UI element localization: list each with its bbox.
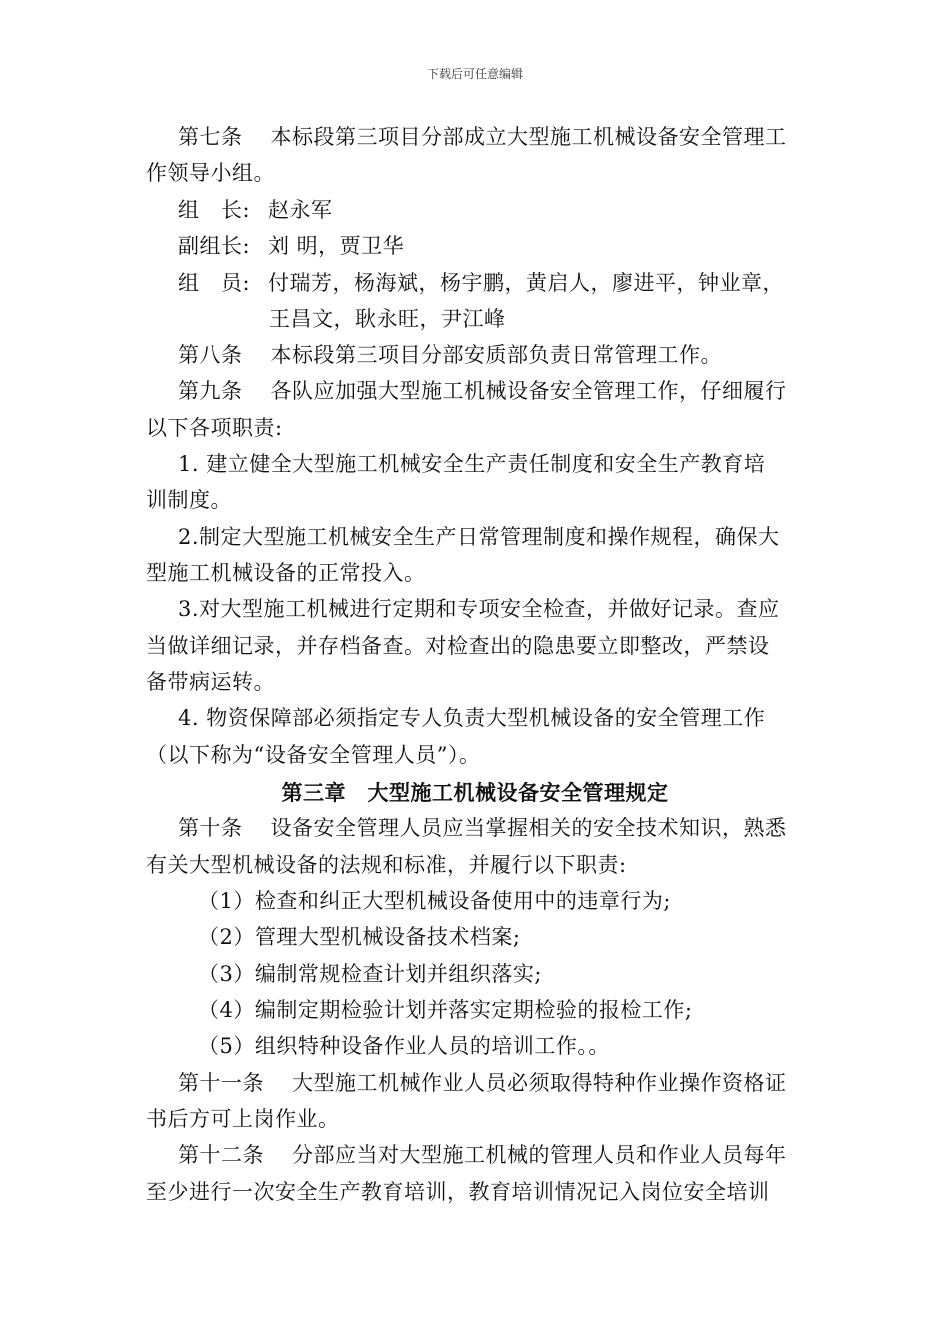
article-7-title: 第七条 — [178, 125, 243, 149]
page-header-note: 下载后可任意编辑 — [426, 67, 523, 81]
leader-label: 组 长: — [178, 198, 251, 222]
article-8-title: 第八条 — [178, 343, 243, 367]
article-9-line2: 以下各项职责: — [146, 416, 283, 440]
article-10-text: 设备安全管理人员应当掌握相关的安全技术知识，熟悉 — [270, 816, 787, 840]
article-9-item1-line1: 1. 建立健全大型施工机械安全生产责任制度和安全生产教育培 — [178, 452, 766, 476]
article-9-item1-line2: 训制度。 — [146, 488, 232, 512]
article-9-item3-line3: 备带病运转。 — [146, 670, 275, 694]
article-10-duty-2: （2）管理大型机械设备技术档案; — [198, 925, 521, 949]
article-9-line1 — [178, 381, 787, 402]
members-label: 组 员: — [178, 271, 251, 295]
article-9-item2-line1: 2.制定大型施工机械安全生产日常管理制度和操作规程，确保大 — [178, 525, 780, 549]
deputy-value: 刘 明，贾卫华 — [268, 234, 405, 258]
article-8-text: 本标段第三项目分部安质部负责日常管理工作。 — [270, 343, 722, 367]
article-12-title: 第十二条 — [178, 1143, 264, 1167]
article-10-duty-1: （1）检查和纠正大型机械设备使用中的违章行为; — [198, 889, 671, 913]
chapter-3-heading: 第三章 大型施工机械设备安全管理规定 — [281, 780, 669, 805]
article-10-duty-4: （4）编制定期检验计划并落实定期检验的报检工作; — [198, 998, 693, 1022]
article-11-text: 大型施工机械作业人员必须取得特种作业操作资格证 — [292, 1071, 787, 1095]
article-9-item4-line1: 4. 物资保障部必须指定专人负责大型机械设备的安全管理工作 — [178, 706, 766, 730]
article-9-item3-line1: 3.对大型施工机械进行定期和专项安全检查，并做好记录。查应 — [178, 597, 780, 621]
article-11-line2: 书后方可上岗作业。 — [146, 1107, 340, 1131]
article-10-duty-3: （3）编制常规检查计划并组织落实; — [198, 962, 542, 986]
article-10-line1 — [178, 818, 787, 839]
article-11-line1 — [178, 1073, 787, 1094]
members-value-line1: 付瑞芳，杨海斌，杨宇鹏，黄启人，廖进平，钟业章， — [268, 271, 784, 295]
article-12-line1 — [178, 1145, 787, 1166]
article-11-title: 第十一条 — [178, 1071, 264, 1095]
leader-value: 赵永军 — [268, 198, 333, 222]
article-7-text: 本标段第三项目分部成立大型施工机械设备安全管理工 — [270, 125, 787, 149]
article-9-item2-line2: 型施工机械设备的正常投入。 — [146, 561, 426, 585]
article-9-item4-line2: （以下称为“设备安全管理人员”）。 — [146, 743, 481, 767]
article-12-text: 分部应当对大型施工机械的管理人员和作业人员每年 — [292, 1143, 787, 1167]
article-12-line2: 至少进行一次安全生产教育培训，教育培训情况记入岗位安全培训 — [146, 1180, 770, 1204]
article-8 — [178, 345, 722, 366]
members-row — [178, 273, 784, 294]
article-10-line2: 有关大型机械设备的法规和标准，并履行以下职责: — [146, 853, 627, 877]
article-9-text: 各队应加强大型施工机械设备安全管理工作，仔细履行 — [270, 379, 787, 403]
article-9-item3-line2: 当做详细记录，并存档备查。对检查出的隐患要立即整改，严禁设 — [146, 634, 770, 658]
article-10-title: 第十条 — [178, 816, 243, 840]
article-9-title: 第九条 — [178, 379, 243, 403]
article-10-duty-5: （5）组织特种设备作业人员的培训工作。。 — [198, 1034, 610, 1058]
deputy-row — [178, 236, 404, 257]
article-7-line2: 作领导小组。 — [146, 161, 275, 185]
deputy-label: 副组长: — [178, 234, 251, 258]
article-7-line1 — [178, 127, 787, 148]
members-value-line2: 王昌文，耿永旺，尹江峰 — [269, 307, 506, 331]
leader-row — [178, 200, 333, 221]
